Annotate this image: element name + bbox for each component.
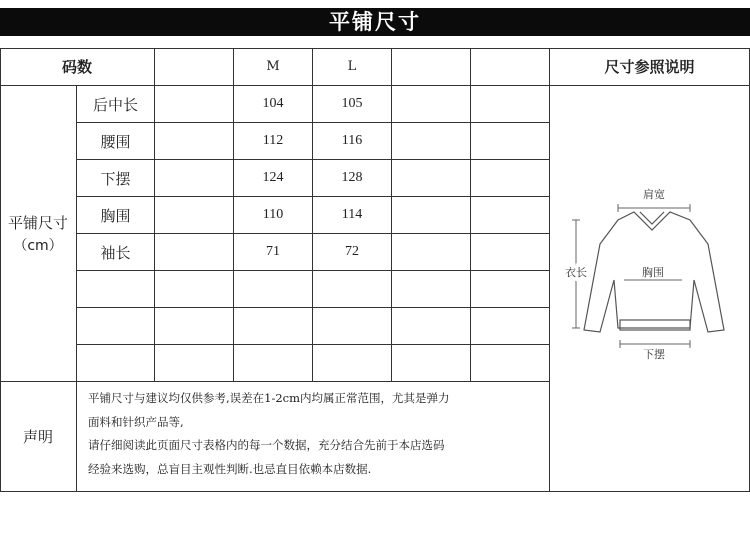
shoulder-label: 肩宽 [643,188,665,201]
value-cell: 71 [234,234,313,271]
group-unit: （cm） [13,238,63,254]
table-cell [155,271,234,308]
table-cell [471,123,550,160]
sweater-diagram [556,180,746,370]
table-cell [471,160,550,197]
table-cell [155,123,234,160]
table-cell [155,160,234,197]
table-cell [77,308,155,345]
table-cell [471,271,550,308]
row-label: 后中长 [77,86,155,123]
reference-header: 尺寸参照说明 [550,48,750,86]
table-cell [313,345,392,382]
table-cell [313,271,392,308]
value-cell: 112 [234,123,313,160]
value-cell: 114 [313,197,392,234]
statement-text [88,387,546,481]
row-label: 腰围 [77,123,155,160]
chest-label: 胸围 [642,266,664,279]
empty-header-cell [392,48,471,86]
table-cell [77,345,155,382]
value-cell: 128 [313,160,392,197]
table-cell [234,345,313,382]
row-label: 袖长 [77,234,155,271]
table-cell [155,197,234,234]
statement-line: 平铺尺寸与建议均仅供参考,误差在1-2cm内均属正常范围，尤其是弹力 [88,391,450,405]
table-cell [471,86,550,123]
table-cell [392,271,471,308]
length-label: 衣长 [565,266,587,279]
value-cell: 105 [313,86,392,123]
table-cell [234,271,313,308]
table-cell [155,86,234,123]
table-cell [471,197,550,234]
page-title: 平铺尺寸 [329,9,421,34]
value-cell: 110 [234,197,313,234]
size-m-header: M [234,48,313,86]
table-cell [392,160,471,197]
table-cell [392,234,471,271]
empty-header-cell [155,48,234,86]
statement-label: 声明 [0,382,77,492]
table-cell [392,345,471,382]
table-cell [471,234,550,271]
value-cell: 72 [313,234,392,271]
hem-label: 下摆 [643,348,665,361]
size-header: 码数 [0,48,155,86]
table-cell [155,345,234,382]
row-label: 胸围 [77,197,155,234]
table-cell [471,308,550,345]
statement-line: 请仔细阅读此页面尺寸表格内的每一个数据，充分结合先前于本店选码 [88,438,445,452]
table-cell [392,308,471,345]
table-cell [155,234,234,271]
empty-header-cell [471,48,550,86]
table-cell [392,123,471,160]
table-cell [155,308,234,345]
value-cell: 116 [313,123,392,160]
table-cell [392,197,471,234]
size-l-header: L [313,48,392,86]
table-cell [471,345,550,382]
table-cell [313,308,392,345]
value-cell: 124 [234,160,313,197]
table-cell [392,86,471,123]
group-label-text: 平铺尺寸 [7,214,68,232]
group-label [0,86,77,382]
row-label: 下摆 [77,160,155,197]
value-cell: 104 [234,86,313,123]
statement-line: 面料和针织产品等, [88,414,184,429]
table-cell [77,271,155,308]
statement-line: 经验来选购，总盲目主观性判断.也忌直目依赖本店数据. [88,461,372,476]
table-cell [234,308,313,345]
